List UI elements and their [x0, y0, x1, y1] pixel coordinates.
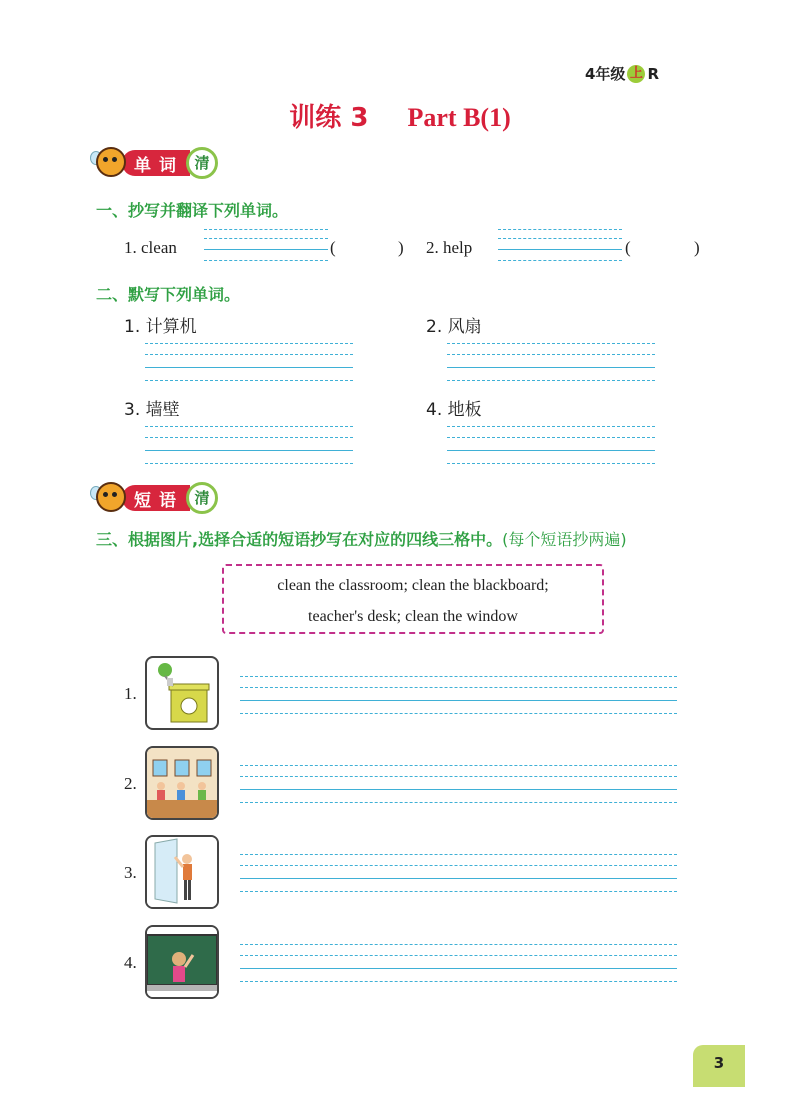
- qing-circle-icon: 清: [186, 482, 218, 514]
- picture-teachers-desk: [145, 656, 219, 730]
- q1-help-translation-field[interactable]: [638, 236, 690, 258]
- picture-number-2: 2.: [124, 774, 137, 793]
- grade-prefix: 4年级: [585, 65, 626, 83]
- question-3-text: 三、根据图片,选择合适的短语抄写在对应的四线三格中。: [96, 530, 503, 549]
- q2-item-floor: 4. 地板: [426, 400, 482, 420]
- q2-item-wall: 3. 墙壁: [124, 400, 180, 420]
- blackboard-cleaning-illustration-icon: [147, 927, 217, 997]
- classroom-illustration-icon: [147, 748, 217, 818]
- grade-term-badge: 上: [627, 65, 645, 83]
- q2-item-fan: 2. 风扇: [426, 317, 482, 337]
- picture-window: [145, 835, 219, 909]
- page-number: 3: [693, 1045, 745, 1087]
- q1-clean-paren-close: ): [398, 238, 404, 257]
- page-title: [0, 97, 800, 134]
- question-3-title: [96, 527, 627, 550]
- phrase-row-1: clean the classroom; clean the blackboard;: [277, 577, 549, 594]
- picture-number-1: 1.: [124, 684, 137, 703]
- bee-mascot-icon: [90, 480, 130, 516]
- q1-help-paren-close: ): [694, 238, 700, 257]
- section-badge-label: 单词: [122, 150, 190, 176]
- picture-number-3: 3.: [124, 863, 137, 882]
- q1-clean-translation-field[interactable]: [343, 236, 395, 258]
- bee-mascot-icon: [90, 145, 130, 181]
- q2-item-computer: 1. 计算机: [124, 317, 197, 337]
- phrase-row-2: teacher's desk; clean the window: [308, 608, 518, 625]
- picture-blackboard: [145, 925, 219, 999]
- q1-help-paren-open: (: [625, 238, 631, 257]
- section-badge-words: [90, 148, 218, 178]
- grade-label: [585, 63, 659, 84]
- qing-circle-icon: 清: [186, 147, 218, 179]
- section-badge-phrases: [90, 483, 218, 513]
- grade-suffix: R: [647, 64, 659, 83]
- picture-number-4: 4.: [124, 953, 137, 972]
- section-badge-label: 短语: [122, 485, 190, 511]
- question-3-note: (每个短语抄两遍): [502, 530, 627, 549]
- question-1-title: 一、抄写并翻译下列单词。: [96, 201, 289, 220]
- title-part: Part B(1): [407, 103, 511, 132]
- q1-clean-paren-open: (: [330, 238, 336, 257]
- picture-classroom: [145, 746, 219, 820]
- q1-item-clean: 1. clean: [124, 238, 177, 257]
- q1-item-help: 2. help: [426, 238, 473, 257]
- desk-illustration-icon: [147, 658, 217, 728]
- question-2-title: 二、默写下列单词。: [96, 285, 241, 304]
- title-lesson: 训练 3: [289, 103, 369, 133]
- phrase-word-box: [222, 564, 604, 634]
- window-cleaning-illustration-icon: [147, 837, 217, 907]
